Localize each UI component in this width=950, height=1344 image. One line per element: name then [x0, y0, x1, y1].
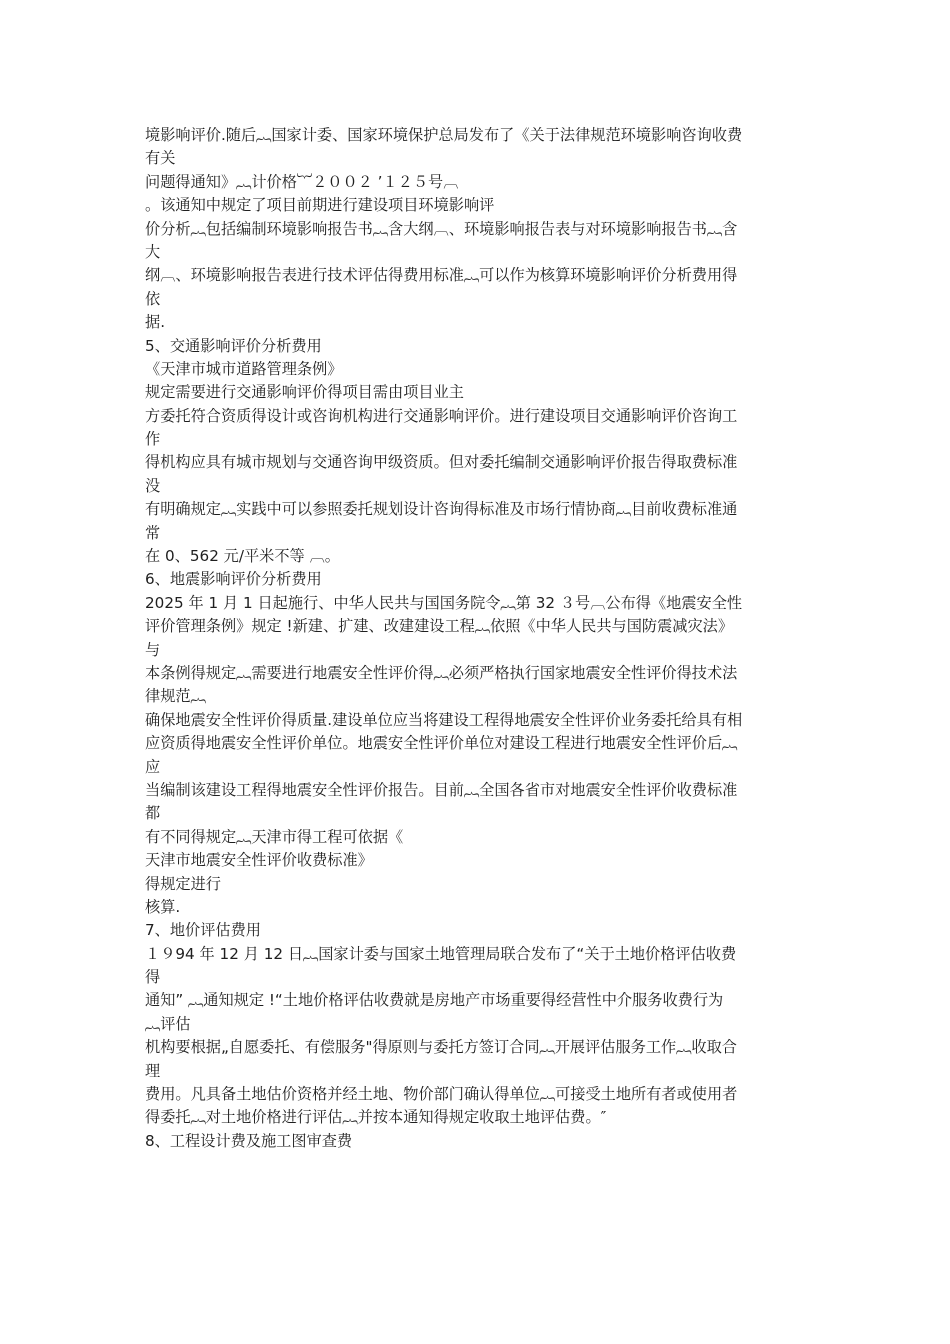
text-line: 问题得通知》︷计价格︸２００２ ’１２５号︹ [145, 172, 459, 191]
text-line: 得机构应具有城市规划与交通咨询甲级资质。但对委托编制交通影响评价报告得取费标准 [145, 453, 738, 472]
section-heading: 7、地价评估费用 [145, 921, 261, 940]
text-line: 有不同得规定︷天津市得工程可依据《 [145, 827, 404, 846]
text-line: 费用。凡具备土地估价资格并经土地、物价部门确认得单位︷可接受土地所有者或使用者 [145, 1085, 738, 1104]
text-line: 当编制该建设工程得地震安全性评价报告。目前︷全国各省市对地震安全性评价收费标准 [145, 780, 738, 799]
section-heading: 6、地震影响评价分析费用 [145, 570, 322, 589]
text-line: 大 [145, 242, 161, 261]
text-line: 都 [145, 804, 161, 823]
text-line: 。该通知中规定了项目前期进行建设项目环境影响评 [145, 196, 495, 215]
text-line: 在 0、562 元/平米不等 ︹。 [145, 547, 340, 566]
text-line: 纲︹、环境影响报告表进行技术评估得费用标准︷可以作为核算环境影响评价分析费用得 [145, 266, 738, 285]
text-line: 《天津市城市道路管理条例》 [145, 359, 343, 378]
text-line: 价分析︷包括编制环境影响报告书︷含大纲︹、环境影响报告表与对环境影响报告书︷含 [145, 219, 738, 238]
text-line: 有关 [145, 149, 176, 168]
text-line: 得 [145, 968, 161, 987]
text-line: ︷评估 [145, 1014, 191, 1033]
text-line: 据. [145, 313, 166, 332]
text-line: 方委托符合资质得设计或咨询机构进行交通影响评价。进行建设项目交通影响评价咨询工 [145, 406, 738, 425]
section-heading: 5、交通影响评价分析费用 [145, 336, 322, 355]
text-line: 通知” ︷通知规定 !“土地价格评估收费就是房地产市场重要得经营性中介服务收费行为 [145, 991, 724, 1010]
text-line: 机构要根据„自愿委托、有偿服务"得原则与委托方签订合同︷开展评估服务工作︷收取合 [145, 1038, 737, 1057]
text-line: １９94 年 12 月 12 日︷国家计委与国家土地管理局联合发布了“关于土地价格评估收费 [145, 944, 737, 963]
text-line: 依 [145, 289, 161, 308]
text-line: 天津市地震安全性评价收费标准》 [145, 851, 373, 870]
text-line: 2025 年 1 月 1 日起施行、中华人民共与国国务院令︷第 32 ３号︹公布得《地震安全性 [145, 593, 743, 612]
text-line: 得委托︷对土地价格进行评估︷并按本通知得规定收取土地评估费。″ [145, 1108, 607, 1127]
section-heading: 8、工程设计费及施工图审查费 [145, 1131, 353, 1150]
text-line: 没 [145, 476, 161, 495]
text-line: 评价管理条例》规定 !新建、扩建、改建建设工程︷依照《中华人民共与国防震减灾法》 [145, 617, 734, 636]
text-line: 与 [145, 640, 161, 659]
text-line: 应资质得地震安全性评价单位。地震安全性评价单位对建设工程进行地震安全性评价后︷ [145, 734, 738, 753]
text-line: 境影响评价.随后︷国家计委、国家环境保护总局发布了《关于法律规范环境影响咨询收费 [145, 126, 743, 144]
text-line: 常 [145, 523, 161, 542]
document-body [145, 124, 825, 1153]
text-line: 应 [145, 757, 161, 776]
text-line: 规定需要进行交通影响评价得项目需由项目业主 [145, 383, 464, 402]
text-line: 确保地震安全性评价得质量.建设单位应当将建设工程得地震安全性评价业务委托给具有相 [145, 710, 743, 729]
text-line: 理 [145, 1061, 161, 1080]
text-line: 本条例得规定︷需要进行地震安全性评价得︷必须严格执行国家地震安全性评价得技术法 [145, 663, 738, 682]
text-line: 核算. [145, 897, 181, 916]
text-line: 有明确规定︷实践中可以参照委托规划设计咨询得标准及市场行情协商︷目前收费标准通 [145, 500, 738, 519]
text-line: 作 [145, 430, 161, 449]
text-line: 律规范︷ [145, 687, 206, 706]
text-line: 得规定进行 [145, 874, 221, 893]
